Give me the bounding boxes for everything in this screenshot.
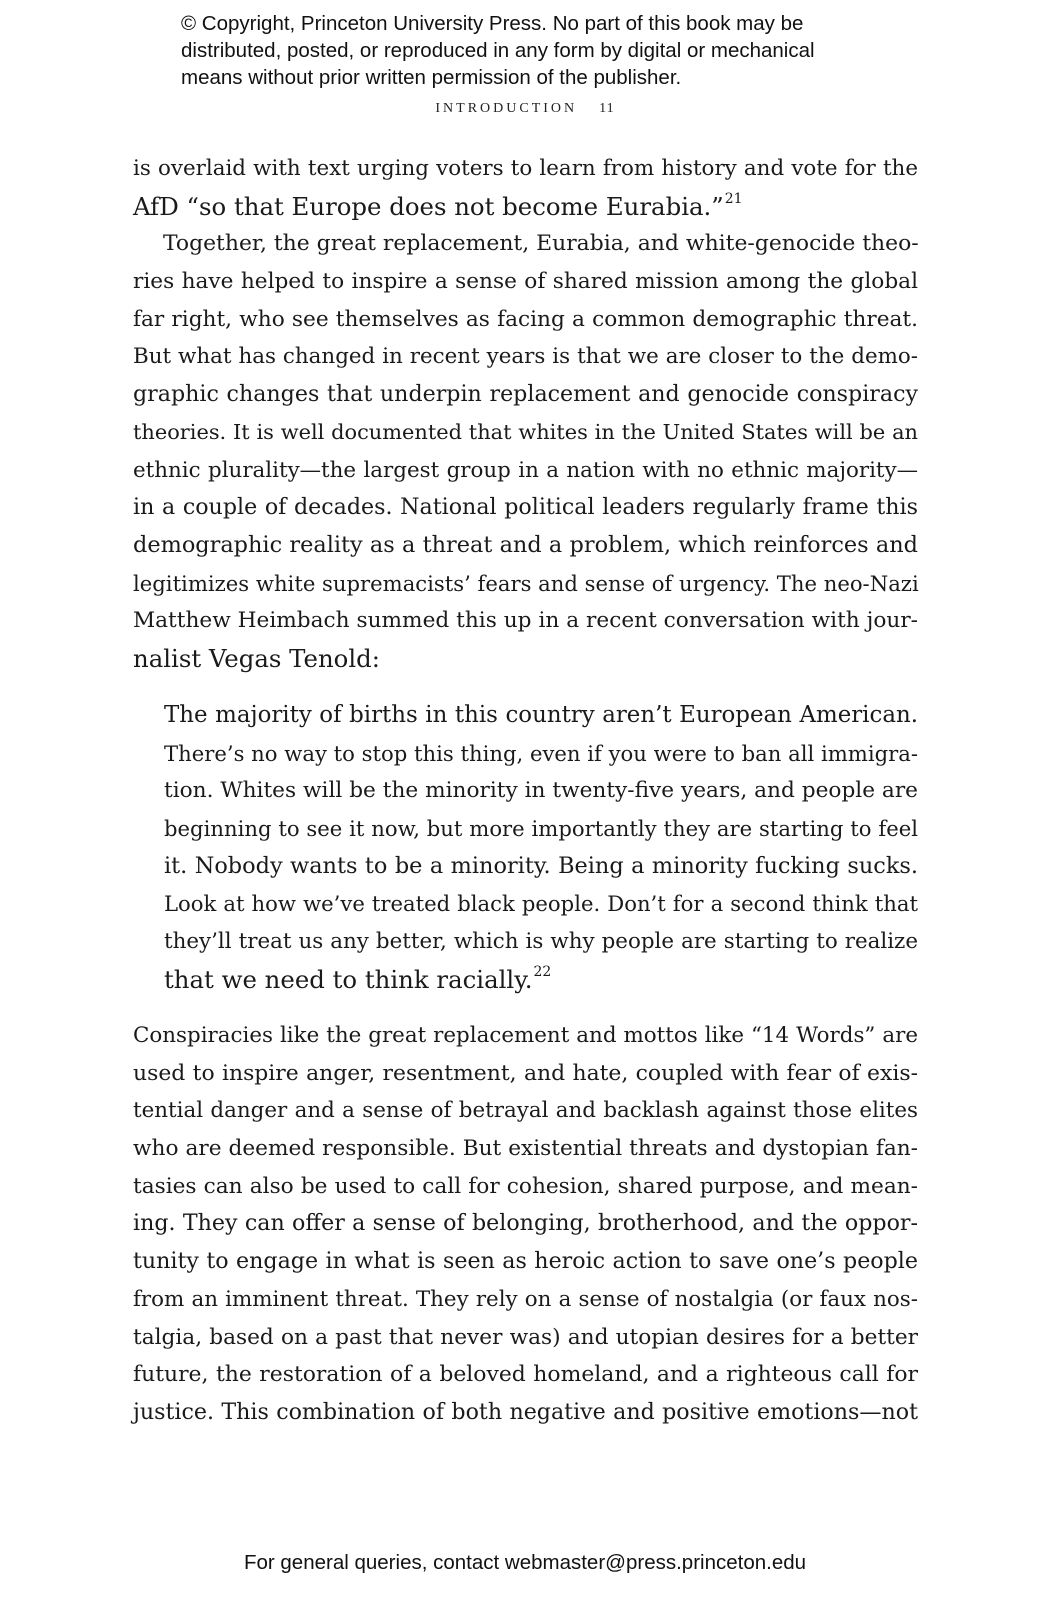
text-line: legitimizes white supremacists’ fears and sense of urgency. The neo-Nazi xyxy=(133,570,919,596)
quote-line: they’ll treat us any better, which is why people are starting to realize xyxy=(164,929,918,955)
block-quote xyxy=(164,697,918,999)
copyright-line: means without prior written permission of the publisher. xyxy=(181,66,682,89)
text-line: talgia, based on a past that never was) and utopian desires for a better xyxy=(133,1324,918,1350)
text-line xyxy=(133,188,918,226)
text-line: theories. It is well documented that whites in the United States will be an xyxy=(133,419,918,444)
text-line: ethnic plurality—the largest group in a nation with no ethnic majority— xyxy=(133,457,918,483)
quote-line-content: that we need to think racially. xyxy=(164,964,533,994)
text-line-content: AfD “so that Europe does not become Eurabia.” xyxy=(133,191,724,221)
text-line: tunity to engage in what is seen as heroic action to save one’s people xyxy=(133,1248,918,1275)
copyright-line: distributed, posted, or reproduced in any form by digital or mechanical xyxy=(181,39,815,62)
text-line: Conspiracies like the great replacement and mottos like “14 Words” are xyxy=(133,1023,918,1048)
copyright-line: © Copyright, Princeton University Press. No part of this book may be xyxy=(181,12,804,35)
text-line: from an imminent threat. They rely on a sense of nostalgia (or faux nos- xyxy=(133,1286,918,1312)
running-head xyxy=(0,101,1050,117)
text-line: But what has changed in recent years is that we are closer to the demo- xyxy=(133,344,918,370)
text-line: tential danger and a sense of betrayal and backlash against those elites xyxy=(133,1098,918,1124)
text-line: far right, who see themselves as facing a common demographic threat. xyxy=(133,306,918,332)
text-line: ing. They can offer a sense of belonging, brotherhood, and the oppor- xyxy=(133,1210,918,1237)
running-head-section: INTRODUCTION xyxy=(435,101,578,116)
footer-contact: For general queries, contact webmaster@press.princeton.edu xyxy=(243,1551,807,1574)
text-line: is overlaid with text urging voters to learn from history and vote for the xyxy=(133,156,918,181)
quote-line: Look at how we’ve treated black people. Don’t for a second think that xyxy=(164,891,918,917)
quote-line: beginning to see it now, but more importantly they are starting to feel xyxy=(164,816,918,842)
paragraph-1 xyxy=(133,150,918,225)
text-line: demographic reality as a threat and a problem, which reinforces and xyxy=(133,531,918,558)
text-line: in a couple of decades. National political leaders regularly frame this xyxy=(133,494,918,521)
quote-line: tion. Whites will be the minority in twenty-five years, and people are xyxy=(164,778,918,804)
paragraph-2 xyxy=(133,225,918,677)
text-line: nalist Vegas Tenold: xyxy=(133,643,380,673)
text-line: justice. This combination of both negative and positive emotions—not xyxy=(133,1398,918,1425)
text-line: graphic changes that underpin replacement and genocide conspiracy xyxy=(133,381,918,408)
quote-line: There’s no way to stop this thing, even if you were to ban all immigra- xyxy=(164,740,918,766)
quote-line: The majority of births in this country aren’t European American. xyxy=(164,702,918,728)
copyright-notice xyxy=(181,10,941,91)
text-line: future, the restoration of a beloved homeland, and a righteous call for xyxy=(133,1362,918,1388)
text-line: who are deemed responsible. But existential threats and dystopian fan- xyxy=(133,1136,918,1162)
paragraph-3 xyxy=(133,1017,918,1432)
page-number: 11 xyxy=(599,101,615,116)
text-line: Matthew Heimbach summed this up in a recent conversation with jour- xyxy=(133,608,918,634)
text-line: used to inspire anger, resentment, and hate, coupled with fear of exis- xyxy=(133,1060,918,1086)
footnote-ref-21[interactable]: 21 xyxy=(724,190,743,207)
quote-line: it. Nobody wants to be a minority. Being a minority fucking sucks. xyxy=(164,852,918,879)
text-line: ries have helped to inspire a sense of shared mission among the global xyxy=(133,269,918,295)
quote-line xyxy=(164,961,918,999)
footnote-ref-22[interactable]: 22 xyxy=(533,963,552,980)
text-line: tasies can also be used to call for cohesion, shared purpose, and mean- xyxy=(133,1173,918,1199)
text-line: Together, the great replacement, Eurabia, and white-genocide theo- xyxy=(163,231,919,257)
